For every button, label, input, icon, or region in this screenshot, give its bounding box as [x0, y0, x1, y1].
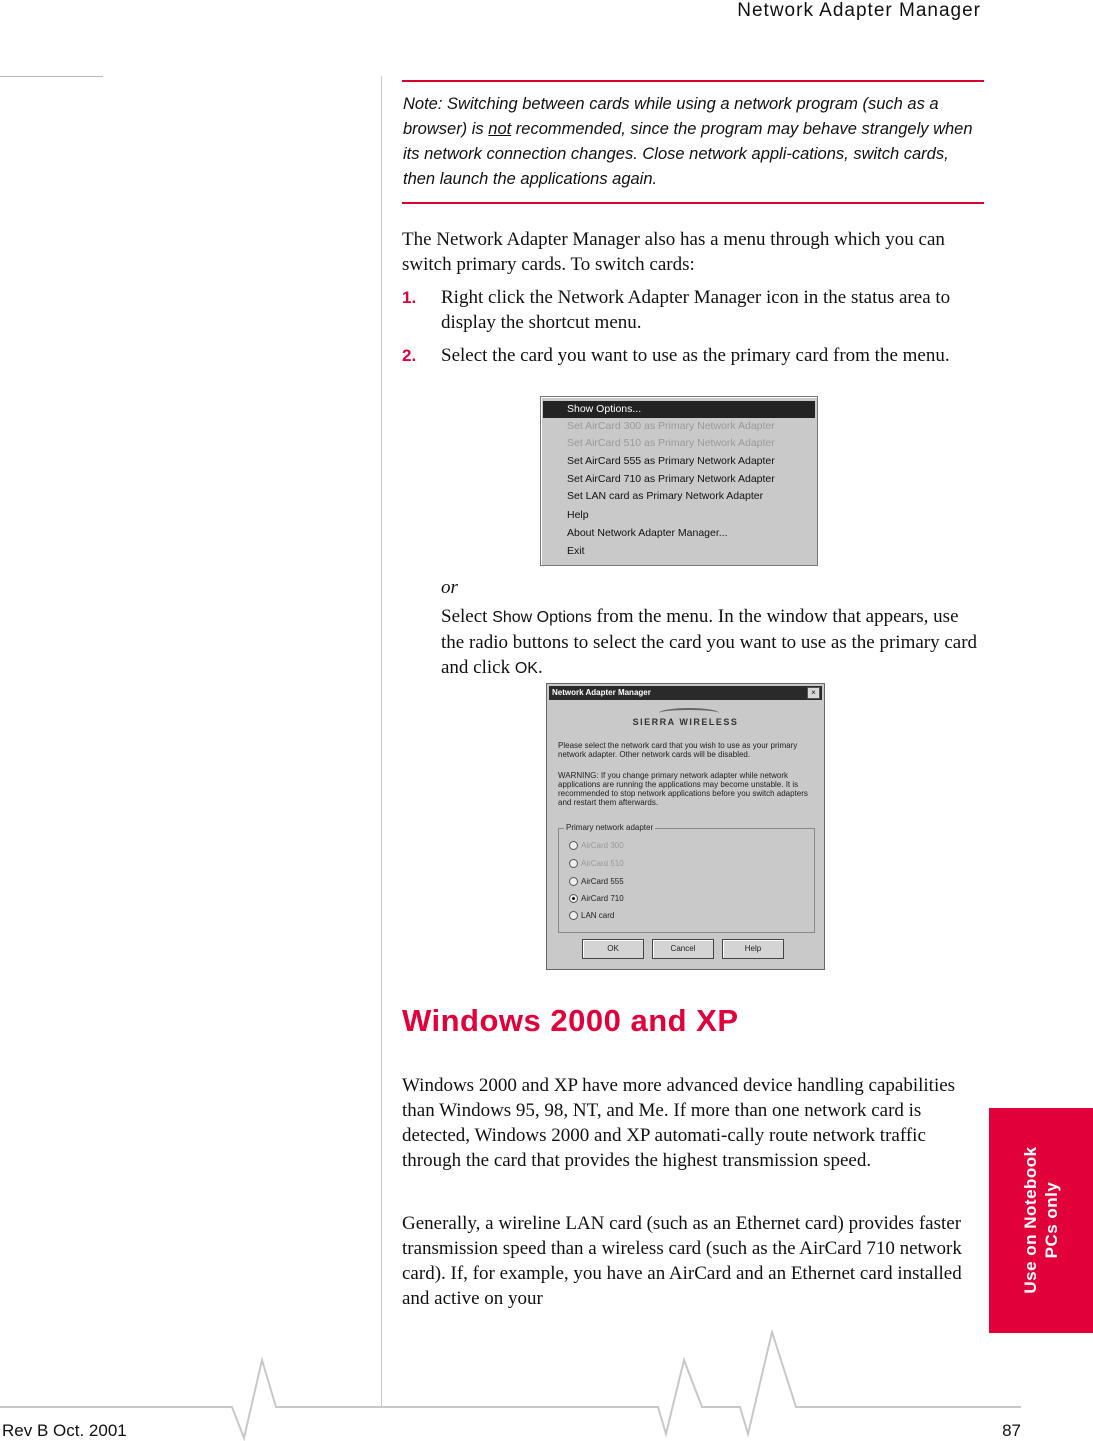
menu-item-about[interactable]: About Network Adapter Manager... — [567, 527, 728, 539]
alt-mid: from the menu. In the window that appears, use the radio buttons to select the card you want to use as the primary card and click — [441, 606, 978, 678]
radio-label: AirCard 300 — [581, 841, 624, 850]
menu-item-set-aircard-555[interactable]: Set AirCard 555 as Primary Network Adapter — [567, 455, 775, 467]
step-number: 1. — [402, 288, 417, 307]
radio-label: AirCard 510 — [581, 859, 624, 868]
step-text: Select the card you want to use as the primary card from the menu. — [441, 345, 950, 366]
menu-item-help[interactable]: Help — [567, 509, 589, 521]
menu-item-set-lan-card[interactable]: Set LAN card as Primary Network Adapter — [567, 490, 764, 502]
help-button[interactable]: Help — [722, 939, 784, 959]
sierra-wireless-logo: SIERRA WIRELESS — [632, 717, 739, 727]
radio-label: AirCard 710 — [581, 894, 624, 903]
note-box — [403, 92, 983, 192]
running-header: Network Adapter Manager — [737, 0, 981, 21]
side-tab — [989, 1108, 1093, 1333]
radio-label: LAN card — [581, 911, 615, 920]
menu-item-set-aircard-300[interactable]: Set AirCard 300 as Primary Network Adapter — [567, 420, 775, 432]
column-divider — [381, 76, 382, 1406]
menu-item-exit[interactable]: Exit — [567, 545, 585, 557]
radio-lan-card[interactable] — [569, 911, 614, 921]
cancel-button[interactable]: Cancel — [652, 939, 714, 959]
note-prefix: Note: Switching between cards while using a network program (such as a browser) is — [403, 95, 939, 138]
ok-term: OK — [514, 660, 538, 677]
ok-button[interactable]: OK — [582, 939, 644, 959]
alternative-instructions — [441, 604, 984, 681]
note-suffix: recommended, since the program may behave strangely when its network connection changes. Close network appli-cations, switch cards, then launch the applications again. — [403, 120, 973, 188]
step-1 — [402, 285, 982, 335]
note-emphasis: not — [488, 120, 512, 138]
close-icon[interactable]: × — [807, 687, 820, 699]
side-tab-line-2: PCs only — [1042, 1181, 1061, 1259]
step-text: Right click the Network Adapter Manager icon in the status area to display the shortcut menu. — [441, 287, 951, 333]
or-text: or — [441, 577, 458, 598]
menu-item-show-options[interactable]: Show Options... — [543, 401, 815, 418]
alt-end: . — [537, 657, 543, 678]
section-heading: Windows 2000 and XP — [402, 1003, 739, 1038]
intro-paragraph: The Network Adapter Manager also has a menu through which you can switch primary cards. To switch cards: — [402, 229, 945, 275]
side-tab-label — [1020, 1146, 1062, 1293]
radio-button-selected-icon — [569, 894, 578, 903]
network-adapter-manager-dialog-screenshot — [546, 683, 825, 970]
side-tab-line-1: Use on Notebook — [1021, 1146, 1040, 1294]
step-2 — [402, 343, 982, 393]
radio-button-icon — [569, 877, 578, 886]
radio-aircard-555[interactable] — [569, 877, 624, 887]
page-number: 87 — [1002, 1421, 1021, 1440]
note-bottom-rule — [402, 202, 984, 204]
menu-item-set-aircard-510[interactable]: Set AirCard 510 as Primary Network Adapter — [567, 437, 775, 449]
radio-button-icon — [569, 859, 578, 868]
primary-adapter-group-label: Primary network adapter — [566, 823, 654, 832]
section-paragraph-2: Generally, a wireline LAN card (such as an Ethernet card) provides faster transmission speed than a wireless card (such as the AirCard 710 network card). If, for example, you have an AirCard and an Ethernet card installed and active on your — [402, 1213, 962, 1309]
radio-button-icon — [569, 911, 578, 920]
dialog-instructions: Please select the network card that you wish to use as your primary network adapter. Other network cards will be disabled. — [558, 741, 798, 759]
step-number: 2. — [402, 346, 417, 365]
header-rule — [0, 76, 103, 77]
radio-button-icon — [569, 841, 578, 850]
dialog-warning: WARNING: If you change primary network adapter while network applications are running the applications may become unstable. It is recommended to stop network applications before you switch adapters and restart them afterwards. — [558, 771, 808, 807]
show-options-term: Show Options — [492, 609, 592, 626]
dialog-title-bar: Network Adapter Manager — [549, 686, 822, 700]
radio-aircard-710[interactable] — [569, 894, 624, 904]
alt-pre: Select — [441, 606, 493, 627]
radio-label: AirCard 555 — [581, 877, 624, 886]
menu-item-set-aircard-710[interactable]: Set AirCard 710 as Primary Network Adapter — [567, 473, 775, 485]
section-paragraph-1: Windows 2000 and XP have more advanced device handling capabilities than Windows 95, 98, NT, and Me. If more than one network card is detected, Windows 2000 and XP automati-cally route network traffic through the card that provides the highest transmission speed. — [402, 1075, 956, 1171]
shortcut-menu-screenshot — [540, 396, 818, 566]
footer-heartbeat-line — [0, 1330, 1093, 1441]
radio-aircard-510[interactable] — [569, 859, 624, 869]
note-top-rule — [402, 80, 984, 82]
footer-revision: Rev B Oct. 2001 — [2, 1421, 127, 1440]
radio-aircard-300[interactable] — [569, 841, 624, 851]
